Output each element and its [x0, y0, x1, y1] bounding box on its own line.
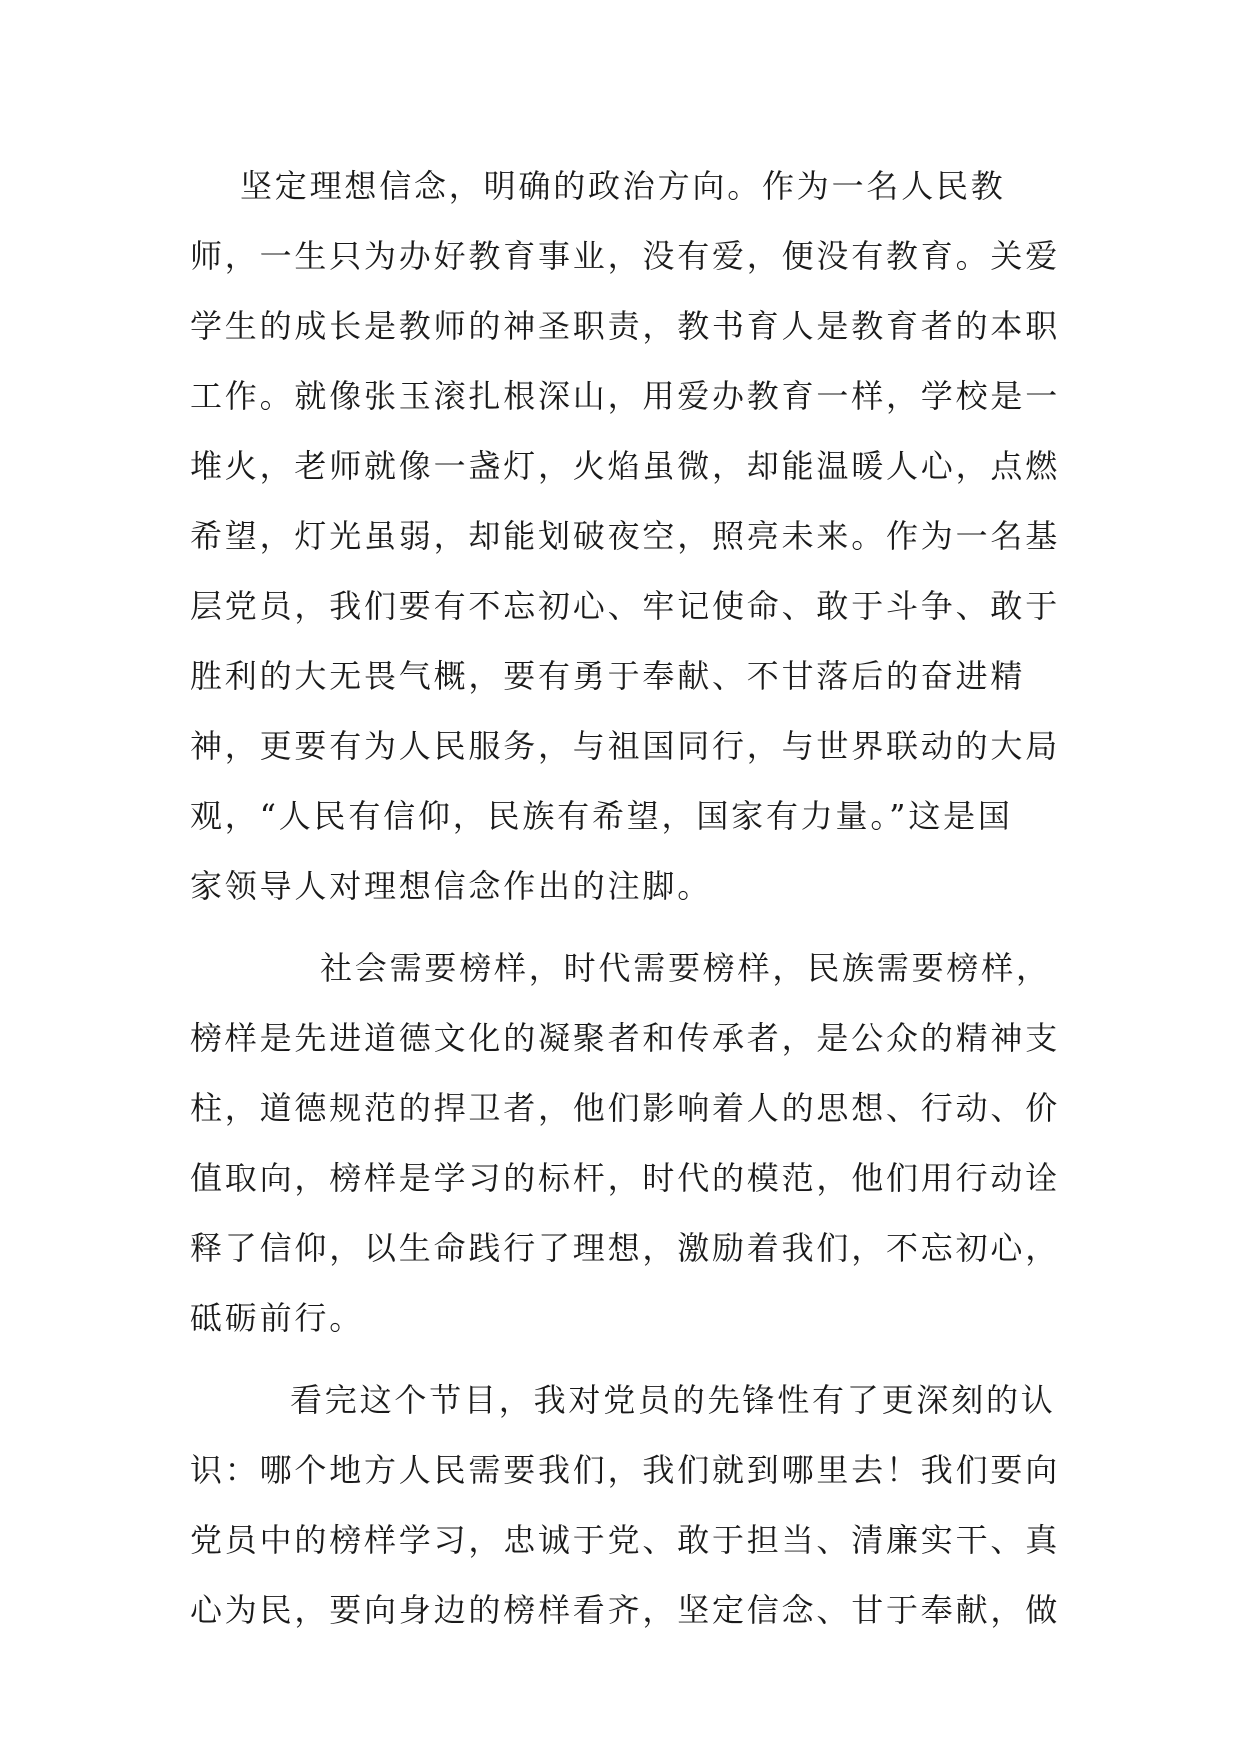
paragraph-line: 师，一生只为办好教育事业，没有爱，便没有教育。关爱 — [190, 237, 1061, 275]
paragraph-line: 释了信仰，以生命践行了理想，激励着我们，不忘初心， — [190, 1229, 1061, 1267]
paragraph-line: 观，“人民有信仰，民族有希望，国家有力量。”这是国 — [190, 797, 1013, 835]
paragraph-line: 榜样是先进道德文化的凝聚者和传承者，是公众的精神支 — [190, 1019, 1061, 1057]
paragraph-line: 胜利的大无畏气概，要有勇于奉献、不甘落后的奋进精 — [190, 657, 1026, 695]
paragraph-line: 层党员，我们要有不忘初心、牢记使命、敢于斗争、敢于 — [190, 587, 1061, 625]
paragraph-line: 希望，灯光虽弱，却能划破夜空，照亮未来。作为一名基 — [190, 517, 1061, 555]
paragraph-line: 社会需要榜样，时代需要榜样，民族需要榜样， — [320, 949, 1051, 987]
paragraph-line: 神，更要有为人民服务，与祖国同行，与世界联动的大局 — [190, 727, 1061, 765]
paragraph-line: 识：哪个地方人民需要我们，我们就到哪里去！我们要向 — [190, 1451, 1061, 1489]
paragraph-line: 学生的成长是教师的神圣职责，教书育人是教育者的本职 — [190, 307, 1061, 345]
paragraph-line: 看完这个节目，我对党员的先锋性有了更深刻的认 — [290, 1381, 1056, 1419]
paragraph-line: 党员中的榜样学习，忠诚于党、敢于担当、清廉实干、真 — [190, 1521, 1061, 1559]
paragraph-line: 柱，道德规范的捍卫者，他们影响着人的思想、行动、价 — [190, 1089, 1061, 1127]
paragraph-line: 心为民，要向身边的榜样看齐，坚定信念、甘于奉献，做 — [190, 1591, 1061, 1629]
paragraph-line: 家领导人对理想信念作出的注脚。 — [190, 867, 713, 905]
paragraph-line: 坚定理想信念，明确的政治方向。作为一名人民教 — [240, 167, 1006, 205]
paragraph-line: 堆火，老师就像一盏灯，火焰虽微，却能温暖人心，点燃 — [190, 447, 1061, 485]
paragraph-line: 值取向，榜样是学习的标杆，时代的模范，他们用行动诠 — [190, 1159, 1061, 1197]
paragraph-line: 砥砺前行。 — [190, 1299, 365, 1337]
paragraph-line: 工作。就像张玉滚扎根深山，用爱办教育一样，学校是一 — [190, 377, 1061, 415]
